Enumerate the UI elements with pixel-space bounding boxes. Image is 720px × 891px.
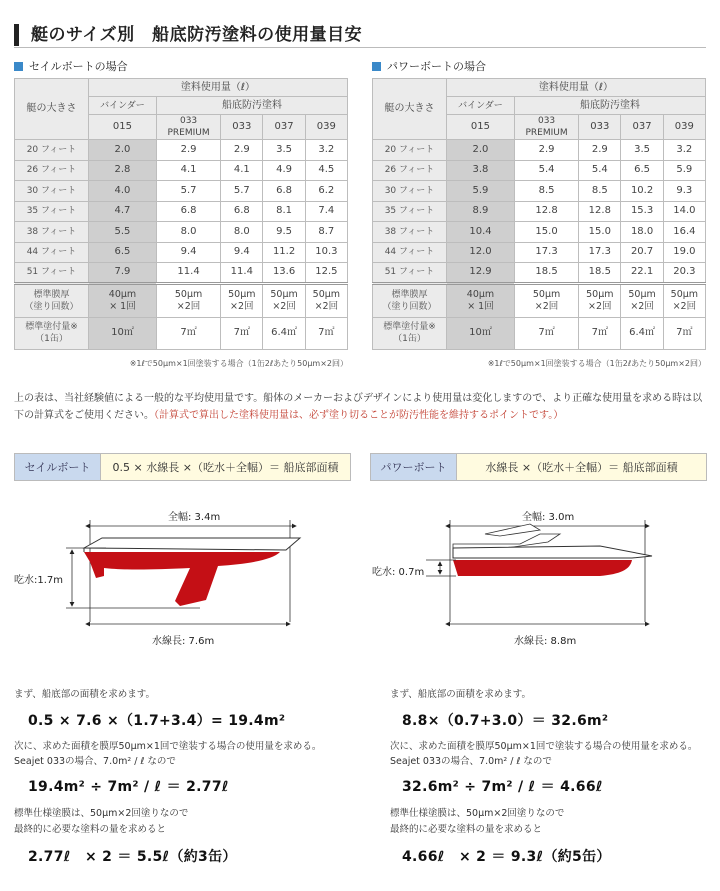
- usage-value-cell: 4.5: [305, 160, 347, 181]
- power-calc-step1-note: まず、船底部の面積を求めます。: [390, 689, 531, 700]
- coverage-cell: 7㎡: [514, 317, 578, 349]
- coverage-cell: 6.4㎡: [263, 317, 305, 349]
- thickness-cell: 50μm ×2回: [514, 283, 578, 317]
- usage-value-cell: 8.5: [579, 181, 621, 202]
- usage-value-cell: 6.2: [305, 181, 347, 202]
- coverage-label: 標準塗付量※ （1缶）: [15, 317, 89, 349]
- table-row: [373, 181, 706, 202]
- sail-formula-box: [14, 453, 351, 481]
- table-row: [15, 263, 348, 284]
- product-code-header: 033: [221, 115, 263, 140]
- coverage-cell: 10㎡: [447, 317, 515, 349]
- usage-value-cell: 10.2: [621, 181, 663, 202]
- thickness-label: 標準膜厚 （塗り回数）: [373, 283, 447, 317]
- usage-value-cell: 12.8: [579, 201, 621, 222]
- explanation-text: [14, 390, 704, 424]
- power-footnote: ※1ℓで50μm×1回塗装する場合（1缶2ℓあたり50μm×2回）: [487, 359, 706, 368]
- usage-value-cell: 9.4: [221, 242, 263, 263]
- table-row: [15, 181, 348, 202]
- table-row: [15, 201, 348, 222]
- usage-value-cell: 12.5: [305, 263, 347, 284]
- sail-calc-step3: 2.77ℓ × 2 ＝ 5.5ℓ（約3缶）: [28, 849, 237, 865]
- boat-size-header: 艇の大きさ: [373, 79, 447, 140]
- usage-value-cell: 20.3: [663, 263, 705, 284]
- power-section-title: パワーボートの場合: [387, 60, 486, 73]
- binder-header: バインダー: [89, 97, 157, 115]
- power-calc-step3-sub: 最終的に必要な塗料の量を求めると: [390, 824, 543, 835]
- usage-value-cell: 3.2: [663, 140, 705, 161]
- usage-value-cell: 8.5: [514, 181, 578, 202]
- usage-value-cell: 6.5: [89, 242, 157, 263]
- coverage-cell: 7㎡: [156, 317, 220, 349]
- usage-value-cell: 13.6: [263, 263, 305, 284]
- usage-value-cell: 12.0: [447, 242, 515, 263]
- sailboat-hull-shape: [84, 552, 280, 606]
- boat-size-cell: 35 フィート: [15, 201, 89, 222]
- boat-size-cell: 26 フィート: [15, 160, 89, 181]
- usage-value-cell: 5.4: [579, 160, 621, 181]
- thickness-cell: 50μm ×2回: [305, 283, 347, 317]
- section-square-icon: [372, 62, 381, 71]
- boat-size-cell: 38 フィート: [15, 222, 89, 243]
- usage-value-cell: 2.8: [89, 160, 157, 181]
- product-code-header: 015: [89, 115, 157, 140]
- antifouling-header: 船底防汚塗料: [156, 97, 347, 115]
- product-code-header: 015: [447, 115, 515, 140]
- table-row: [373, 242, 706, 263]
- usage-value-cell: 17.3: [514, 242, 578, 263]
- usage-value-cell: 3.2: [305, 140, 347, 161]
- usage-value-cell: 4.7: [89, 201, 157, 222]
- table-row: [373, 222, 706, 243]
- thickness-cell: 50μm ×2回: [221, 283, 263, 317]
- sail-section-heading: [14, 58, 128, 74]
- sail-calc-step2-note: 次に、求めた面積を膜厚50μm×1回で塗装する場合の使用量を求める。: [14, 741, 322, 752]
- usage-value-cell: 6.5: [621, 160, 663, 181]
- sail-footnote: ※1ℓで50μm×1回塗装する場合（1缶2ℓあたり50μm×2回）: [129, 359, 348, 368]
- boat-size-cell: 20 フィート: [373, 140, 447, 161]
- usage-value-cell: 18.5: [514, 263, 578, 284]
- usage-value-cell: 11.2: [263, 242, 305, 263]
- sail-draft-label: 吃水:1.7m: [14, 575, 64, 586]
- boat-size-cell: 26 フィート: [373, 160, 447, 181]
- product-code-header: 033: [579, 115, 621, 140]
- usage-value-cell: 2.9: [156, 140, 220, 161]
- usage-value-cell: 15.0: [579, 222, 621, 243]
- product-code-header: 033 PREMIUM: [156, 115, 220, 140]
- explanation-main: 上の表は、当社経験値による一般的な平均使用量です。船体のメーカーおよびデザインにより使用量は変化しますので、より正確な使用量を求める時は以下の計算式をご使用ください。: [14, 393, 703, 421]
- hull-diagrams: [0, 500, 720, 650]
- usage-header: 塗料使用量（ℓ）: [447, 79, 706, 97]
- usage-value-cell: 7.9: [89, 263, 157, 284]
- sail-calc-step3-sub: 最終的に必要な塗料の量を求めると: [14, 824, 167, 835]
- usage-value-cell: 8.7: [305, 222, 347, 243]
- usage-value-cell: 3.8: [447, 160, 515, 181]
- power-calc-step2-note: 次に、求めた面積を膜厚50μm×1回で塗装する場合の使用量を求める。: [390, 741, 698, 752]
- usage-value-cell: 9.5: [263, 222, 305, 243]
- usage-value-cell: 4.1: [156, 160, 220, 181]
- thickness-cell: 40μm × 1回: [89, 283, 157, 317]
- usage-value-cell: 5.5: [89, 222, 157, 243]
- page-title: 艇のサイズ別 船底防汚塗料の使用量目安: [14, 24, 362, 46]
- boat-size-cell: 30 フィート: [15, 181, 89, 202]
- table-row: [15, 222, 348, 243]
- thickness-cell: 50μm ×2回: [663, 283, 705, 317]
- boat-size-header: 艇の大きさ: [15, 79, 89, 140]
- usage-value-cell: 5.9: [447, 181, 515, 202]
- product-code-header: 037: [263, 115, 305, 140]
- product-code-header: 033 PREMIUM: [514, 115, 578, 140]
- powerboat-hull-drawing: [426, 520, 652, 624]
- usage-value-cell: 5.7: [221, 181, 263, 202]
- power-usage-table: [372, 78, 706, 350]
- power-calc-step3-note: 標準仕様塗膜は、50μm×2回塗りなので: [390, 808, 565, 819]
- table-row: [15, 242, 348, 263]
- boat-size-cell: 30 フィート: [373, 181, 447, 202]
- power-section-heading: [372, 58, 486, 74]
- usage-value-cell: 2.9: [221, 140, 263, 161]
- power-draft-label: 吃水: 0.7m: [372, 567, 425, 578]
- usage-value-cell: 3.5: [621, 140, 663, 161]
- usage-value-cell: 2.9: [579, 140, 621, 161]
- usage-value-cell: 9.3: [663, 181, 705, 202]
- power-formula-tag: パワーボート: [371, 454, 457, 480]
- coverage-label: 標準塗付量※ （1缶）: [373, 317, 447, 349]
- power-calc-step1: 8.8×（0.7+3.0）＝ 32.6m²: [402, 713, 609, 729]
- usage-value-cell: 22.1: [621, 263, 663, 284]
- boat-size-cell: 51 フィート: [15, 263, 89, 284]
- usage-value-cell: 14.0: [663, 201, 705, 222]
- coverage-cell: 7㎡: [663, 317, 705, 349]
- usage-value-cell: 2.0: [447, 140, 515, 161]
- product-code-header: 039: [663, 115, 705, 140]
- sail-section-title: セイルボートの場合: [29, 60, 128, 73]
- boat-size-cell: 44 フィート: [373, 242, 447, 263]
- usage-value-cell: 18.5: [579, 263, 621, 284]
- usage-value-cell: 8.0: [156, 222, 220, 243]
- sail-beam-label: 全幅: 3.4m: [168, 512, 221, 523]
- table-row: [15, 160, 348, 181]
- power-formula-equation: 水線長 ×（吃水＋全幅）＝ 船底部面積: [485, 461, 678, 474]
- usage-value-cell: 6.8: [156, 201, 220, 222]
- usage-value-cell: 11.4: [156, 263, 220, 284]
- usage-value-cell: 2.0: [89, 140, 157, 161]
- sail-formula-tag: セイルボート: [15, 454, 101, 480]
- thickness-cell: 50μm ×2回: [579, 283, 621, 317]
- powerboat-hull-shape: [453, 560, 632, 576]
- sail-calc-step1: 0.5 × 7.6 ×（1.7+3.4）= 19.4m²: [28, 713, 286, 729]
- thickness-cell: 50μm ×2回: [621, 283, 663, 317]
- sail-calc-step2: 19.4m² ÷ 7m² / ℓ ＝ 2.77ℓ: [28, 779, 229, 795]
- section-square-icon: [14, 62, 23, 71]
- boat-size-cell: 51 フィート: [373, 263, 447, 284]
- usage-value-cell: 5.9: [663, 160, 705, 181]
- power-calc-step3: 4.66ℓ × 2 ＝ 9.3ℓ（約5缶）: [402, 849, 611, 865]
- sailboat-hull-drawing: [66, 520, 300, 624]
- sail-formula-equation: 0.5 × 水線長 ×（吃水＋全幅）＝ 船底部面積: [112, 461, 339, 474]
- boat-size-cell: 38 フィート: [373, 222, 447, 243]
- coverage-cell: 10㎡: [89, 317, 157, 349]
- usage-value-cell: 3.5: [263, 140, 305, 161]
- usage-value-cell: 2.9: [514, 140, 578, 161]
- coverage-cell: 7㎡: [305, 317, 347, 349]
- usage-value-cell: 19.0: [663, 242, 705, 263]
- usage-value-cell: 18.0: [621, 222, 663, 243]
- sail-calc-step2-sub: Seajet 033の場合、7.0m² / ℓ なので: [14, 756, 176, 767]
- binder-header: バインダー: [447, 97, 515, 115]
- usage-value-cell: 11.4: [221, 263, 263, 284]
- power-calc-step2-sub: Seajet 033の場合、7.0m² / ℓ なので: [390, 756, 552, 767]
- usage-value-cell: 6.8: [263, 181, 305, 202]
- usage-value-cell: 9.4: [156, 242, 220, 263]
- table-row: [15, 140, 348, 161]
- power-waterline-label: 水線長: 8.8m: [514, 636, 577, 647]
- usage-value-cell: 15.3: [621, 201, 663, 222]
- power-beam-label: 全幅: 3.0m: [522, 512, 575, 523]
- thickness-cell: 50μm ×2回: [156, 283, 220, 317]
- product-code-header: 039: [305, 115, 347, 140]
- usage-value-cell: 5.4: [514, 160, 578, 181]
- usage-value-cell: 7.4: [305, 201, 347, 222]
- usage-value-cell: 10.4: [447, 222, 515, 243]
- usage-value-cell: 12.8: [514, 201, 578, 222]
- boat-size-cell: 44 フィート: [15, 242, 89, 263]
- usage-value-cell: 8.1: [263, 201, 305, 222]
- usage-value-cell: 4.9: [263, 160, 305, 181]
- table-row: [373, 263, 706, 284]
- usage-header: 塗料使用量（ℓ）: [89, 79, 348, 97]
- antifouling-header: 船底防汚塗料: [514, 97, 705, 115]
- coverage-cell: 7㎡: [221, 317, 263, 349]
- sail-waterline-label: 水線長: 7.6m: [152, 636, 215, 647]
- thickness-cell: 40μm × 1回: [447, 283, 515, 317]
- usage-value-cell: 16.4: [663, 222, 705, 243]
- boat-size-cell: 35 フィート: [373, 201, 447, 222]
- usage-value-cell: 8.9: [447, 201, 515, 222]
- usage-value-cell: 4.0: [89, 181, 157, 202]
- usage-value-cell: 12.9: [447, 263, 515, 284]
- table-row: [373, 140, 706, 161]
- product-code-header: 037: [621, 115, 663, 140]
- usage-value-cell: 4.1: [221, 160, 263, 181]
- table-row: [373, 160, 706, 181]
- usage-value-cell: 8.0: [221, 222, 263, 243]
- usage-value-cell: 17.3: [579, 242, 621, 263]
- sail-calc-step3-note: 標準仕様塗膜は、50μm×2回塗りなので: [14, 808, 189, 819]
- table-row: [373, 201, 706, 222]
- thickness-label: 標準膜厚 （塗り回数）: [15, 283, 89, 317]
- usage-value-cell: 5.7: [156, 181, 220, 202]
- title-divider: [14, 47, 706, 48]
- usage-value-cell: 10.3: [305, 242, 347, 263]
- explanation-warning: （計算式で算出した塗料使用量は、必ず塗り切ることが防汚性能を維持するポイントです。）: [154, 410, 564, 421]
- thickness-cell: 50μm ×2回: [263, 283, 305, 317]
- coverage-cell: 6.4㎡: [621, 317, 663, 349]
- sail-calc-step1-note: まず、船底部の面積を求めます。: [14, 689, 155, 700]
- usage-value-cell: 6.8: [221, 201, 263, 222]
- power-formula-box: [370, 453, 707, 481]
- sail-usage-table: [14, 78, 348, 350]
- usage-value-cell: 20.7: [621, 242, 663, 263]
- power-calc-step2: 32.6m² ÷ 7m² / ℓ ＝ 4.66ℓ: [402, 779, 603, 795]
- usage-value-cell: 15.0: [514, 222, 578, 243]
- coverage-cell: 7㎡: [579, 317, 621, 349]
- boat-size-cell: 20 フィート: [15, 140, 89, 161]
